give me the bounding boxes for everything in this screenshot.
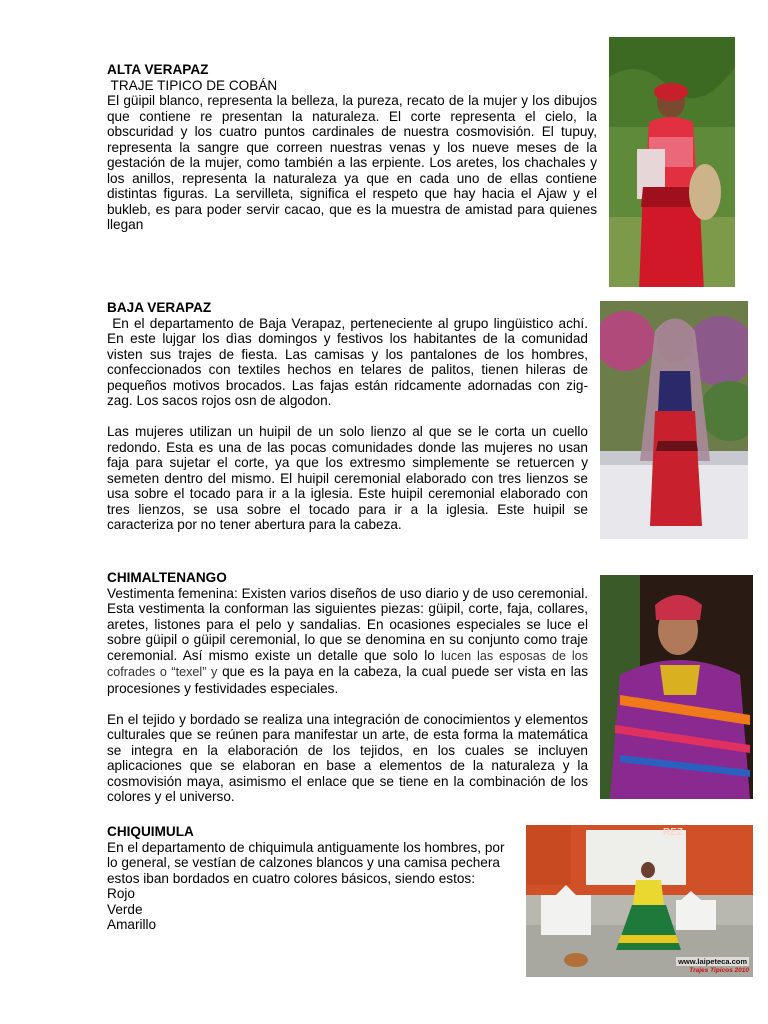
- photo-baja-verapaz-woman: [600, 301, 748, 539]
- section-heading: CHIMALTENANGO: [107, 570, 227, 585]
- section-paragraph: [107, 586, 588, 697]
- section-paragraph: En el departamento de Baja Verapaz, perteneciente al grupo lingüistico achí. En este lujgar los dìas domingos y festivos los habitantes de la comunidad visten sus trajes de fiesta. Las camisas y los pantalones de los hombres, confeccionados con textiles hechos en telares de palitos, tienen hileras de pequeños motivos brocados. Las fajas están ridcamente adornadas con zig-zag. Los sacos rojos osn de algodon.: [107, 315, 592, 408]
- section-chimaltenango: [107, 570, 588, 805]
- section-paragraph: El güipil blanco, representa la belleza, la pureza, recato de la mujer y los dibujos que contiene re presentan la naturaleza. El corte representa el cielo, la obscuridad y los cuatro puntos cardinales de nuestra cosmovisión. El tupuy, representa la sangre que correen nuestras venas y los nueve meses de la gestación de la mujer, como también a las erpiente. Los aretes, los chachales y los anillos, representa la naturaleza ya que en cada uno de ellas contiene distintas figuras. La servilleta, significa el respeto que hay hacia el Ajaw y el bukleb, es para poder servir cacao, que es la muestra de amistad para quienes llegan: [107, 93, 597, 232]
- section-baja-verapaz: [107, 300, 592, 533]
- section-heading: ALTA VERAPAZ: [107, 62, 209, 77]
- section-chiquimula: [107, 824, 527, 933]
- watermark-url[interactable]: www.laipeteca.com: [678, 957, 747, 966]
- color-list-item: Verde: [107, 901, 143, 917]
- section-line: En el departamento de chiquimula antiguamente los hombres, por: [107, 839, 505, 855]
- color-list-item: Rojo: [107, 886, 135, 901]
- section-heading: BAJA VERAPAZ: [107, 300, 212, 315]
- section-line: estos iban bordados en cuatro colores básicos, siendo estos:: [107, 870, 476, 886]
- paragraph-small-text: lucen las esposas de los cofrades o “texel” y: [107, 648, 588, 679]
- section-line: lo general, se vestían de calzones blancos y una camisa pechera: [107, 855, 500, 870]
- paragraph-end: que es la paya en la cabeza, la cual puede ser vista en las procesiones y festividades especiales.: [107, 664, 588, 696]
- watermark: [676, 957, 749, 975]
- section-paragraph: Las mujeres utilizan un huipil de un solo lienzo al que se le corta un cuello redondo. Esta es una de las pocas comunidades donde las mujeres no usan faja para sujetar el corte, ya que los extresmo simplemente se retuercen y semeten dentro del mismo. El huipil ceremonial elaborado con tres lienzos se usa sobre el tocado para ir a la iglesia. Este huipil ceremonial elaborado con tres lienzos, se usa sobre el tocado para ir a la iglesia. Este huipil se caracteriza por no tener abertura para la cabeza.: [107, 424, 588, 532]
- photo-chiquimula-dancer: [526, 825, 753, 977]
- section-paragraph: En el tejido y bordado se realiza una integración de conocimientos y elementos culturales que se reúnen para manifestar un arte, de esta forma la matemática se integra en la elaboración de los tejidos, en los cuales se incluyen aplicaciones que se elaboran en base a elementos de la naturaleza y la cosmovisión maya, asimismo el enlace que se tiene en la combinación de los colores y el universo.: [107, 711, 588, 804]
- section-subheading: TRAJE TIPICO DE COBÁN: [107, 77, 278, 93]
- color-list-item: Amarillo: [107, 917, 157, 932]
- section-heading: CHIQUIMULA: [107, 824, 194, 839]
- section-alta-verapaz: [107, 62, 597, 233]
- photo-alta-verapaz-woman: [609, 37, 735, 287]
- watermark-caption: Trajes Tipicos 2010: [689, 967, 749, 974]
- wall-sign: REZ: [663, 827, 683, 838]
- photo-chimaltenango-woman: [600, 575, 753, 799]
- paragraph-main: Vestimenta femenina: Existen varios diseños de uso diario y de uso ceremonial. Esta vestimenta la conforman las siguientes piezas: güipil, corte, faja, collares, aretes, listones para el pelo y sandalias. En ocasiones especiales se luce el sobre güipil o güipil ceremonial, lo que se denomina en su conjunto como traje ceremonial. Así mismo existe un detalle que solo lo: [107, 585, 588, 663]
